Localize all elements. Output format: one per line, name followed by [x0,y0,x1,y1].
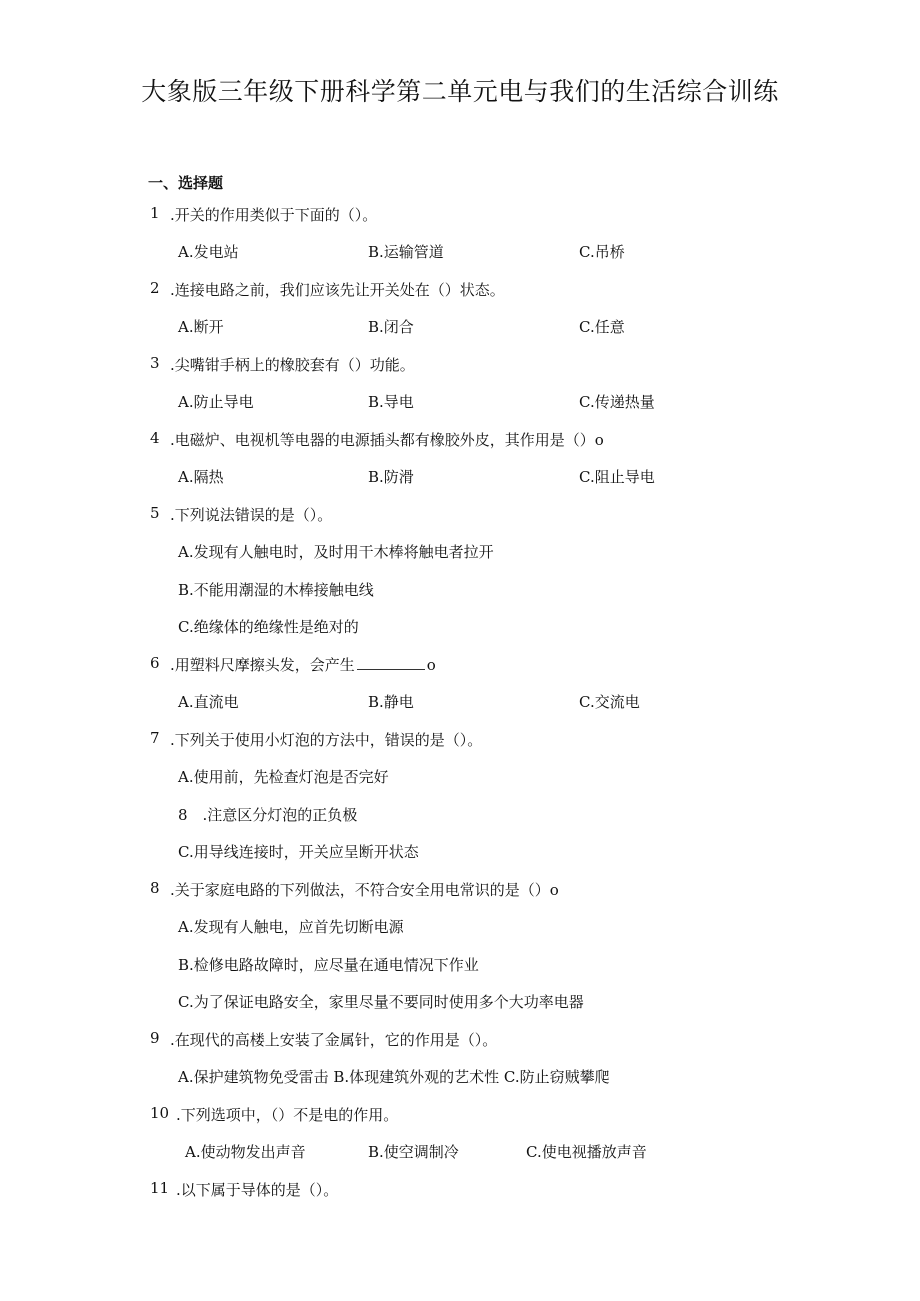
question-number: 4 [150,429,160,447]
option-a: A.发电站 [178,243,239,261]
option-b: B.检修电路故障时，应尽量在通电情况下作业 [178,956,479,974]
option-a: A.使用前，先检查灯泡是否完好 [178,768,389,786]
option-a: A.发现有人触电，应首先切断电源 [178,918,404,936]
option-a: A.使动物发出声音 [185,1143,306,1161]
options-inline: A.保护建筑物免受雷击 B.体现建筑外观的艺术性 C.防止窃贼攀爬 [178,1068,610,1086]
option-c: C.为了保证电路安全，家里尽量不要同时使用多个大功率电器 [178,993,584,1011]
option-c: C.交流电 [579,693,640,711]
question-text: .下列关于使用小灯泡的方法中，错误的是（）。 [170,731,483,749]
question-text: .在现代的高楼上安装了金属针，它的作用是（）。 [170,1031,498,1049]
question-text: .尖嘴钳手柄上的橡胶套有（）功能。 [170,356,415,374]
question-number: 11 [150,1179,170,1197]
option-c: C.使电视播放声音 [526,1143,647,1161]
page-title: 大象版三年级下册科学第二单元电与我们的生活综合训练 [141,77,779,106]
option-a: A.隔热 [178,468,224,486]
option-a: A.直流电 [178,693,239,711]
question-number: 1 [150,204,160,222]
option-a: A.断开 [178,318,224,336]
option-c: C.传递热量 [579,393,655,411]
question-text-start: .用塑料尺摩擦头发，会产生 [170,656,355,674]
question-number: 8 [150,879,160,897]
question-text: .下列选项中，（）不是电的作用。 [176,1106,399,1124]
question-number: 2 [150,279,160,297]
option-c: C.吊桥 [579,243,625,261]
option-b: B.闭合 [368,318,414,336]
option-c: C.绝缘体的绝缘性是绝对的 [178,618,359,636]
question-number: 6 [150,654,160,672]
question-text: .电磁炉、电视机等电器的电源插头都有橡胶外皮，其作用是（）o [170,431,604,449]
answer-blank[interactable] [357,655,425,670]
option-b: B.静电 [368,693,414,711]
option-b: B.运输管道 [368,243,444,261]
section-heading: 一、选择题 [148,174,224,192]
question-text [170,654,436,675]
question-text-end: o [426,656,436,674]
option-b: B.防滑 [368,468,414,486]
question-text: .以下属于导体的是（）。 [176,1181,339,1199]
question-text: .连接电路之前，我们应该先让开关处在（）状态。 [170,281,505,299]
option-a: A.发现有人触电时，及时用干木棒将触电者拉开 [178,543,494,561]
question-text: .关于家庭电路的下列做法，不符合安全用电常识的是（）o [170,881,559,899]
question-text: .下列说法错误的是（）。 [170,506,333,524]
option-b: B.导电 [368,393,414,411]
option-c: C.任意 [579,318,625,336]
question-number: 7 [150,729,160,747]
question-number: 10 [150,1104,170,1122]
question-number: 5 [150,504,160,522]
option-a: A.防止导电 [178,393,254,411]
question-text: .开关的作用类似于下面的（）。 [170,206,378,224]
question-number: 3 [150,354,160,372]
option-b: 8 .注意区分灯泡的正负极 [178,806,358,824]
option-b: B.使空调制冷 [368,1143,459,1161]
question-number: 9 [150,1029,160,1047]
option-b: B.不能用潮湿的木棒接触电线 [178,581,374,599]
option-c: C.用导线连接时，开关应呈断开状态 [178,843,419,861]
option-c: C.阻止导电 [579,468,655,486]
